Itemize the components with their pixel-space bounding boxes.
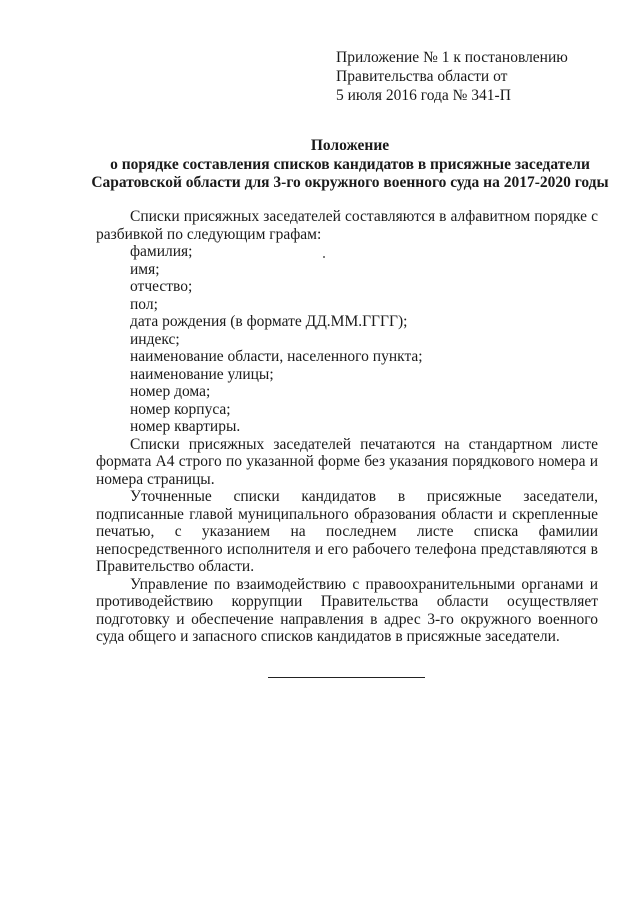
- title-line-3: Саратовской области для 3-го окружного военного суда на 2017-2020 годы: [91, 174, 609, 191]
- field-list-item: номер корпуса;: [130, 400, 231, 418]
- field-list-item: дата рождения (в формате ДД.ММ.ГГГГ);: [130, 313, 408, 330]
- field-list-item: отчество;: [130, 278, 193, 295]
- submission-paragraph: Уточненные списки кандидатов в присяжные заседатели, подписанные главой муниципального образования области и скрепленные печатью, с указанием на последнем листе списка фамилии непосредственного исполнителя и его рабочего телефона представляются в Правительство области.: [96, 488, 598, 575]
- title-line-2: о порядке составления списков кандидатов в присяжные заседатели: [110, 155, 590, 173]
- field-list-item: наименование области, населенного пункта;: [130, 348, 423, 365]
- intro-paragraph: Списки присяжных заседателей составляются в алфавитном порядке с разбивкой по следующим графам:: [96, 208, 598, 243]
- field-list-item: пол;: [130, 295, 158, 313]
- document-title: [80, 137, 620, 193]
- title-line-1: Положение: [310, 137, 390, 154]
- department-paragraph: Управление по взаимодействию с правоохранительными органами и противодействию коррупции Правительства области осуществляет подготовку и обеспечение направления в адрес 3-го окружного военного суда общего и запасного списков кандидатов в присяжные заседатели.: [96, 575, 598, 645]
- field-list-item: имя;: [130, 260, 160, 278]
- appendix-line-1: Приложение № 1 к постановлению: [336, 49, 568, 66]
- closing-rule: [268, 677, 425, 678]
- appendix-line-2: Правительства области от: [336, 68, 508, 85]
- field-list-item: наименование улицы;: [130, 365, 274, 383]
- field-list-item: фамилия;: [130, 243, 193, 260]
- document-body: [96, 208, 598, 646]
- field-list-item: индекс;: [130, 330, 180, 348]
- format-paragraph: Списки присяжных заседателей печатаются на стандартном листе формата А4 строго по указанной форме без указания порядкового номера и номера страницы.: [96, 435, 598, 488]
- field-list-item: номер квартиры.: [130, 418, 241, 435]
- field-list-item: номер дома;: [130, 383, 211, 400]
- field-list: [96, 243, 598, 436]
- appendix-line-3: 5 июля 2016 года № 341-П: [336, 87, 511, 104]
- appendix-header: [336, 48, 626, 105]
